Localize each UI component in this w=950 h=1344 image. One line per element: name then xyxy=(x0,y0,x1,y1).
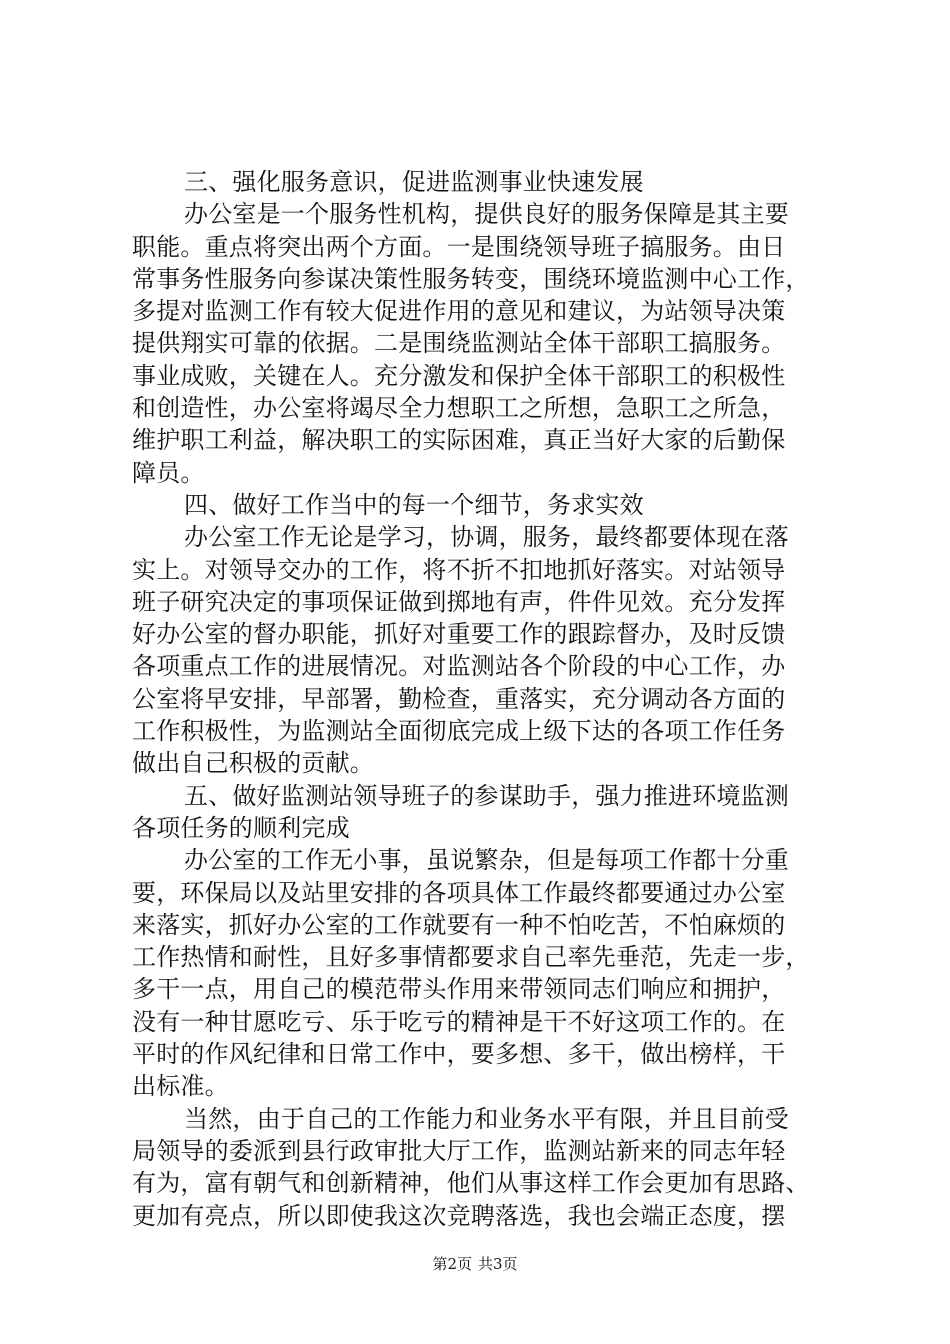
paragraph-line: 办公室是一个服务性机构，提供良好的服务保障是其主要 xyxy=(184,200,789,229)
paragraph-line: 和创造性，办公室将竭尽全力想职工之所想，急职工之所急， xyxy=(132,394,786,423)
section-heading-5: 五、做好监测站领导班子的参谋助手，强力推进环境监测 xyxy=(184,781,789,810)
page-total: 共3页 xyxy=(478,1255,518,1273)
paragraph-line: 常事务性服务向参谋决策性服务转变，围绕环境监测中心工作， xyxy=(132,264,810,293)
paragraph-line: 工作热情和耐性，且好多事情都要求自己率先垂范，先走一步， xyxy=(132,943,810,972)
page-footer xyxy=(0,1254,950,1274)
paragraph-line: 实上。对领导交办的工作，将不折不扣地抓好落实。对站领导 xyxy=(132,555,786,584)
paragraph-line: 好办公室的督办职能，抓好对重要工作的跟踪督办，及时反馈 xyxy=(132,620,786,649)
paragraph-line: 提供翔实可靠的依据。二是围绕监测站全体干部职工搞服务。 xyxy=(132,329,786,358)
paragraph-line: 维护职工利益，解决职工的实际困难，真正当好大家的后勤保 xyxy=(132,426,786,455)
paragraph-line: 公室将早安排，早部署，勤检查，重落实，充分调动各方面的 xyxy=(132,684,786,713)
paragraph-line: 没有一种甘愿吃亏、乐于吃亏的精神是干不好这项工作的。在 xyxy=(132,1007,786,1036)
page-number: 第2页 xyxy=(432,1255,472,1273)
paragraph-line: 平时的作风纪律和日常工作中，要多想、多干，做出榜样，干 xyxy=(132,1040,786,1069)
paragraph-line: 办公室的工作无小事，虽说繁杂，但是每项工作都十分重 xyxy=(184,846,789,875)
paragraph-line: 工作积极性，为监测站全面彻底完成上级下达的各项工作任务 xyxy=(132,717,786,746)
paragraph-line: 来落实，抓好办公室的工作就要有一种不怕吃苦，不怕麻烦的 xyxy=(132,910,786,939)
section-heading-4: 四、做好工作当中的每一个细节，务求实效 xyxy=(184,490,644,519)
paragraph-line: 有为，富有朝气和创新精神，他们从事这样工作会更加有思路、 xyxy=(132,1169,810,1198)
paragraph-line: 障员。 xyxy=(132,458,205,487)
paragraph-line: 要，环保局以及站里安排的各项具体工作最终都要通过办公室 xyxy=(132,878,786,907)
paragraph-line: 做出自己积极的贡献。 xyxy=(132,749,374,778)
paragraph-line: 办公室工作无论是学习，协调，服务，最终都要体现在落 xyxy=(184,523,789,552)
paragraph-line: 多提对监测工作有较大促进作用的意见和建议，为站领导决策 xyxy=(132,297,786,326)
paragraph-line: 事业成败，关键在人。充分激发和保护全体干部职工的积极性 xyxy=(132,361,786,390)
section-heading-3: 三、强化服务意识，促进监测事业快速发展 xyxy=(184,168,644,196)
paragraph-line: 职能。重点将突出两个方面。一是围绕领导班子搞服务。由日 xyxy=(132,232,786,261)
paragraph-line: 多干一点，用自己的模范带头作用来带领同志们响应和拥护， xyxy=(132,975,786,1004)
paragraph-line: 班子研究决定的事项保证做到掷地有声，件件见效。充分发挥 xyxy=(132,587,786,616)
paragraph-line: 更加有亮点，所以即使我这次竞聘落选，我也会端正态度，摆 xyxy=(132,1201,786,1230)
section-heading-5-cont: 各项任务的顺利完成 xyxy=(132,813,350,842)
paragraph-line: 各项重点工作的进展情况。对监测站各个阶段的中心工作，办 xyxy=(132,652,786,681)
paragraph-line: 当然，由于自己的工作能力和业务水平有限，并且目前受 xyxy=(184,1104,789,1133)
document-body xyxy=(132,166,832,1232)
paragraph-line: 局领导的委派到县行政审批大厅工作，监测站新来的同志年轻 xyxy=(132,1136,786,1165)
paragraph-line: 出标准。 xyxy=(132,1072,229,1101)
